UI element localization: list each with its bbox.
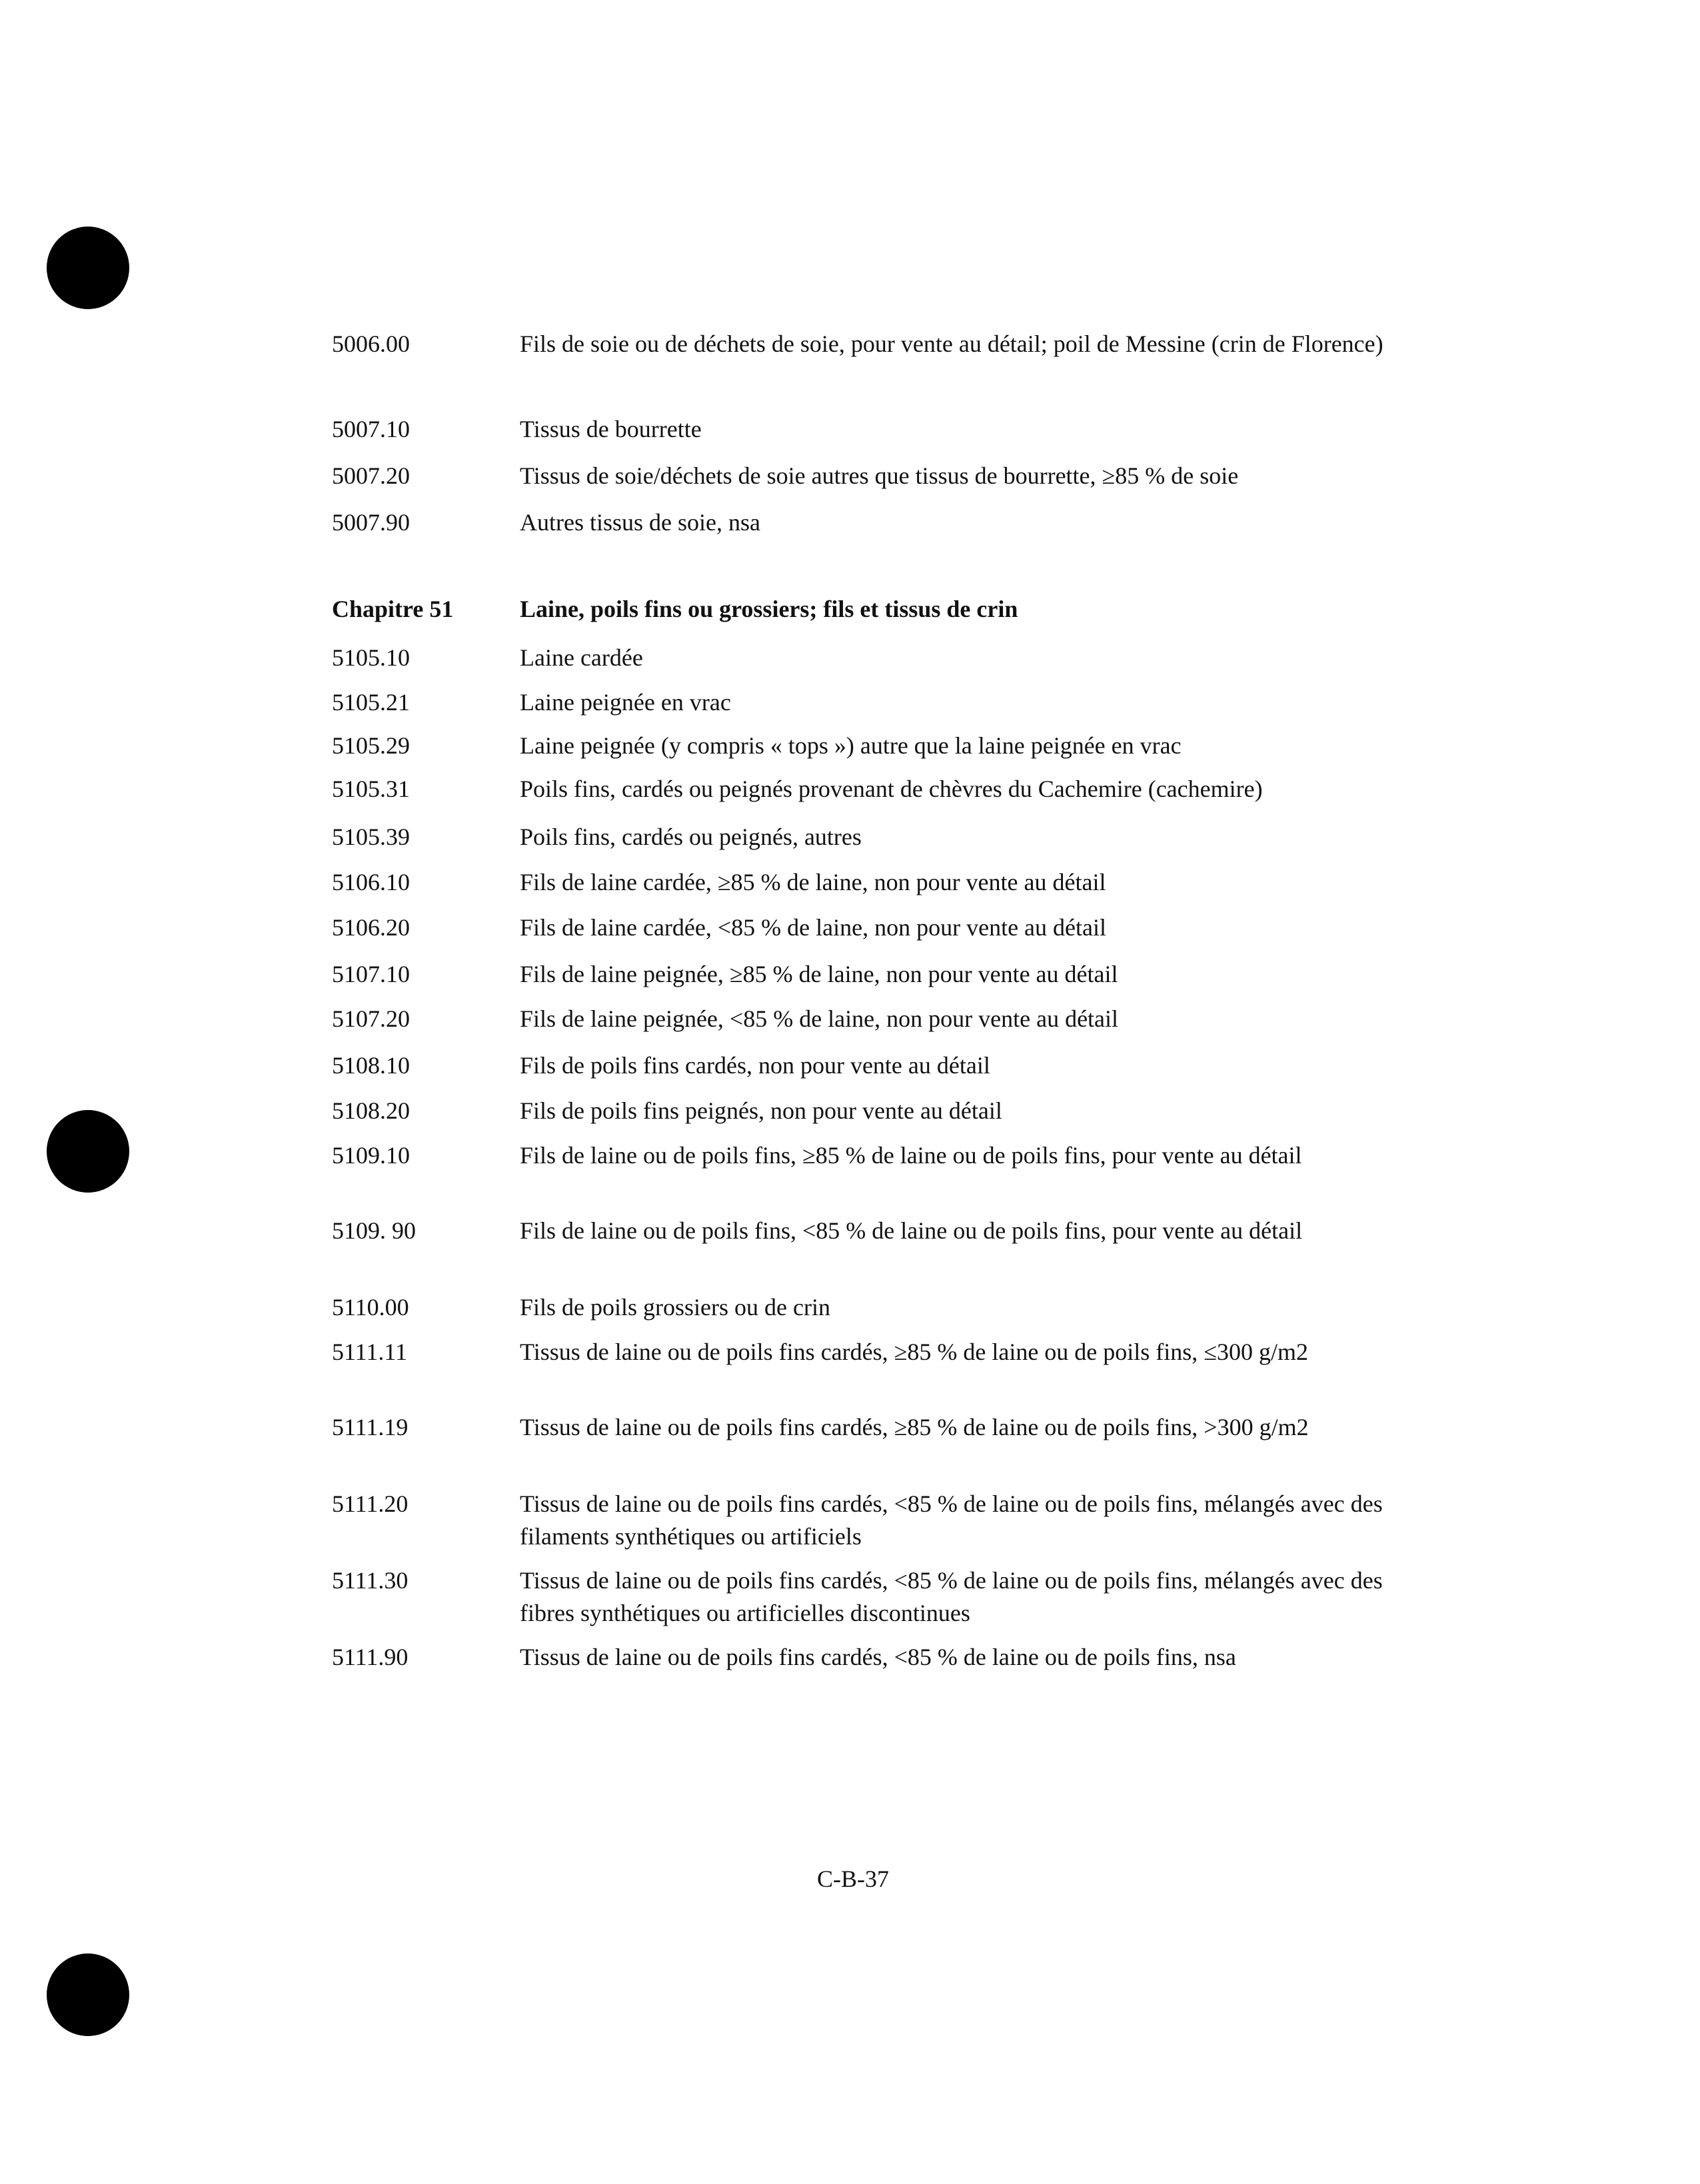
tariff-description: Fils de poils fins cardés, non pour vente au détail: [520, 1052, 990, 1079]
tariff-description: Fils de soie ou de déchets de soie, pour vente au détail; poil de Messine (crin de Florence): [520, 330, 1383, 357]
tariff-code: 5007.10: [332, 416, 410, 442]
tariff-code: 5109. 90: [332, 1217, 416, 1244]
tariff-description: Fils de poils grossiers ou de crin: [520, 1294, 830, 1321]
tariff-code: 5107.20: [332, 1005, 410, 1032]
tariff-code: 5111.19: [332, 1414, 409, 1440]
tariff-description: Autres tissus de soie, nsa: [520, 509, 760, 536]
tariff-code: 5109.10: [332, 1142, 410, 1169]
chapter-title: Laine, poils fins ou grossiers; fils et tissus de crin: [520, 596, 1018, 622]
tariff-description: Laine peignée en vrac: [520, 689, 731, 716]
tariff-code: 5105.29: [332, 732, 410, 759]
tariff-code: 5111.90: [332, 1644, 409, 1670]
tariff-description: Fils de laine cardée, <85 % de laine, non pour vente au détail: [520, 914, 1106, 941]
tariff-code: 5111.20: [332, 1490, 409, 1517]
tariff-description: Tissus de soie/déchets de soie autres que tissus de bourrette, ≥85 % de soie: [520, 462, 1239, 489]
tariff-description: Fils de laine ou de poils fins, ≥85 % de laine ou de poils fins, pour vente au détail: [520, 1142, 1302, 1169]
tariff-description: Poils fins, cardés ou peignés, autres: [520, 823, 862, 850]
tariff-code: 5007.20: [332, 462, 410, 489]
chapter-label: Chapitre 51: [332, 596, 454, 622]
tariff-code: 5107.10: [332, 961, 410, 987]
tariff-code: 5111.30: [332, 1567, 409, 1594]
tariff-description: Laine peignée (y compris « tops ») autre que la laine peignée en vrac: [520, 732, 1182, 759]
tariff-description: Poils fins, cardés ou peignés provenant de chèvres du Cachemire (cachemire): [520, 776, 1263, 802]
tariff-description: Fils de laine ou de poils fins, <85 % de laine ou de poils fins, pour vente au détail: [520, 1217, 1303, 1244]
tariff-description: Laine cardée: [520, 644, 643, 671]
tariff-code: 5111.11: [332, 1339, 407, 1365]
tariff-description: Fils de poils fins peignés, non pour vente au détail: [520, 1097, 1002, 1124]
tariff-code: 5108.10: [332, 1052, 410, 1079]
tariff-code: 5105.21: [332, 689, 410, 716]
tariff-description: Tissus de laine ou de poils fins cardés, <85 % de laine ou de poils fins, mélangés avec des filaments synthétiques ou artificiels: [520, 1490, 1383, 1550]
tariff-description: Fils de laine cardée, ≥85 % de laine, non pour vente au détail: [520, 869, 1106, 895]
tariff-description: Tissus de bourrette: [520, 416, 702, 442]
tariff-code: 5106.20: [332, 914, 410, 941]
tariff-code: 5108.20: [332, 1097, 410, 1124]
tariff-description: Tissus de laine ou de poils fins cardés, ≥85 % de laine ou de poils fins, ≤300 g/m2: [520, 1339, 1309, 1365]
tariff-code: 5006.00: [332, 330, 410, 357]
tariff-description: Fils de laine peignée, <85 % de laine, non pour vente au détail: [520, 1005, 1119, 1032]
tariff-code: 5110.00: [332, 1294, 409, 1321]
tariff-description: Tissus de laine ou de poils fins cardés, <85 % de laine ou de poils fins, nsa: [520, 1644, 1236, 1670]
tariff-description: Tissus de laine ou de poils fins cardés, <85 % de laine ou de poils fins, mélangés avec des fibres synthétiques ou artificielles discontinues: [520, 1567, 1383, 1626]
tariff-code: 5105.31: [332, 776, 410, 802]
tariff-code: 5106.10: [332, 869, 410, 895]
tariff-description: Tissus de laine ou de poils fins cardés, ≥85 % de laine ou de poils fins, >300 g/m2: [520, 1414, 1309, 1440]
page-number: C-B-37: [817, 1866, 889, 1892]
tariff-code: 5105.39: [332, 823, 410, 850]
tariff-code: 5007.90: [332, 509, 410, 536]
tariff-code: 5105.10: [332, 644, 410, 671]
tariff-description: Fils de laine peignée, ≥85 % de laine, non pour vente au détail: [520, 961, 1118, 987]
